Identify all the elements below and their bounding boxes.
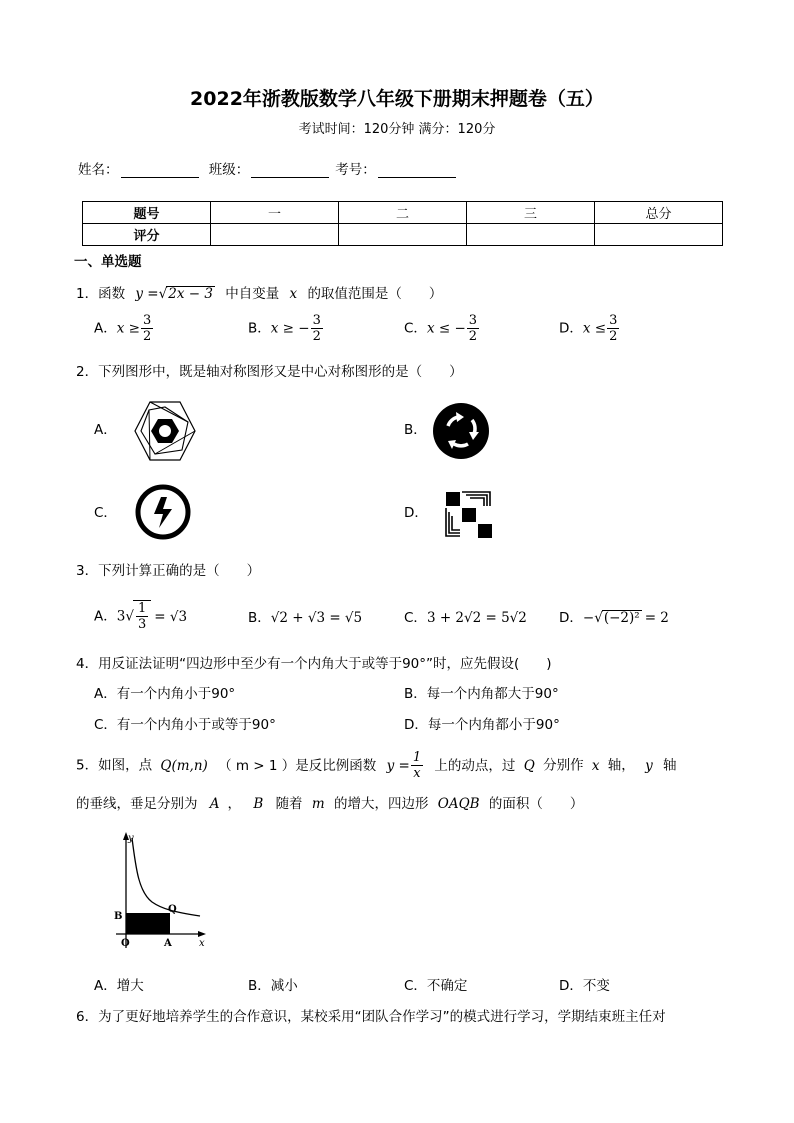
- score-table: [82, 201, 723, 246]
- q1-radicand: 2x − 3: [168, 286, 213, 302]
- option-label: B．: [248, 610, 271, 626]
- score-table-score-row: [83, 224, 723, 246]
- fraction: [141, 313, 153, 344]
- option-label: A．: [94, 320, 117, 337]
- inverse-function-graph: [104, 830, 214, 955]
- q2-option-b-label[interactable]: B．: [404, 422, 427, 438]
- option-label: C．: [404, 320, 427, 337]
- q1-option-c[interactable]: [404, 313, 480, 344]
- denominator: 2: [468, 329, 478, 344]
- q5-text: 的垂线，垂足分别为: [76, 796, 198, 812]
- denominator: 3: [137, 617, 147, 632]
- score-table-header-row: [83, 202, 723, 224]
- option-label: A．: [94, 608, 117, 625]
- q1-mid: 中自变量: [225, 286, 280, 302]
- equation-rhs: = 2: [644, 610, 669, 626]
- q3-option-d[interactable]: [559, 606, 669, 626]
- stacked-squares-figure: [444, 490, 496, 540]
- fraction: [311, 313, 323, 344]
- q2-option-d-label[interactable]: D．: [404, 505, 428, 521]
- denominator: 2: [609, 329, 618, 344]
- q4-option-d[interactable]: D．每一个内角都小于90°: [404, 717, 560, 733]
- q2-option-a-label[interactable]: A．: [94, 422, 117, 438]
- q4-option-a[interactable]: A．有一个内角小于90°: [94, 686, 236, 702]
- fraction: [467, 313, 479, 344]
- option-label: B．: [248, 320, 271, 337]
- class-field[interactable]: [251, 163, 329, 178]
- exam-no-field[interactable]: [378, 163, 456, 178]
- numerator: 3: [312, 313, 321, 328]
- graph-b-label: B: [114, 911, 123, 922]
- score-cell-2[interactable]: [339, 224, 467, 246]
- q1-suffix: 的取值范围是（ ）: [307, 286, 443, 302]
- graph-a-label: A: [164, 938, 172, 949]
- q5-text: 轴: [663, 757, 677, 774]
- q5-text: 随着: [275, 796, 303, 812]
- q5-option-b[interactable]: B．减小: [248, 978, 298, 994]
- option-label: C．: [404, 610, 427, 626]
- q5-var: OAQB: [437, 796, 480, 812]
- radicand: [133, 600, 151, 632]
- question-5-line-2: 的垂线，垂足分别为 A ， B 随着 m 的增大，四边形 OAQB 的面积（ ）: [76, 796, 584, 812]
- question-4-stem: 4．用反证法证明“四边形中至少有一个内角大于或等于90°”时，应先假设( ): [76, 656, 552, 672]
- question-3-stem: 3．下列计算正确的是（ ）: [76, 563, 261, 579]
- score-col-2: 二: [339, 202, 467, 224]
- q1-option-d[interactable]: [559, 313, 620, 344]
- q5-condition: （ m > 1 ）是反比例函数: [218, 757, 377, 774]
- radical: √: [594, 610, 603, 626]
- equation: √2 + √3 = √5: [270, 610, 363, 626]
- q3-option-a[interactable]: [94, 600, 187, 632]
- option-relation: x ≥ −: [270, 320, 310, 337]
- minus-sign: −: [582, 610, 595, 626]
- q5-text: 的增大，四边形: [333, 796, 429, 812]
- score-col-label: 题号: [83, 202, 211, 224]
- section-heading: 一、单选题: [74, 254, 142, 270]
- fraction: [607, 313, 619, 344]
- exam-info: 考试时间：120分钟 满分：120分: [298, 122, 496, 137]
- score-cell-3[interactable]: [467, 224, 595, 246]
- q5-text: 分别作: [543, 757, 584, 774]
- denominator: x: [413, 766, 421, 781]
- q5-var: y: [645, 757, 653, 774]
- q5-point: Q(m,n): [160, 757, 208, 774]
- q1-option-b[interactable]: [248, 313, 324, 344]
- equation-rhs: = √3: [154, 608, 188, 625]
- q5-option-d[interactable]: D．不变: [559, 978, 610, 994]
- name-field[interactable]: [121, 163, 199, 178]
- q1-var: x: [289, 286, 298, 302]
- denominator: 2: [142, 329, 152, 344]
- score-col-3: 三: [467, 202, 595, 224]
- q5-var: m: [311, 796, 325, 812]
- q5-var: B: [253, 796, 264, 812]
- q4-option-b[interactable]: B．每一个内角都大于90°: [404, 686, 559, 702]
- score-col-1: 一: [211, 202, 339, 224]
- option-label: D．: [559, 320, 583, 337]
- radicand: (−2)²: [603, 610, 640, 626]
- q3-option-c[interactable]: [404, 606, 527, 626]
- option-label: D．: [559, 610, 583, 626]
- score-row-label: 评分: [83, 224, 211, 246]
- question-5-line-1: [76, 750, 677, 781]
- question-2-stem: 2．下列图形中，既是轴对称图形又是中心对称图形的是（ ）: [76, 364, 463, 380]
- denominator: 2: [312, 329, 321, 344]
- q5-text: 上的动点，过: [434, 757, 516, 774]
- option-relation: x ≤: [582, 320, 607, 337]
- numerator: 3: [468, 313, 478, 328]
- q4-option-c[interactable]: C．有一个内角小于或等于90°: [94, 717, 276, 733]
- q5-text: 的面积（ ）: [488, 796, 584, 812]
- option-relation: x ≥: [116, 320, 140, 337]
- numerator: 3: [609, 313, 618, 328]
- q1-radical: √2x − 3: [158, 286, 213, 302]
- q5-text: 5．如图，点: [76, 757, 153, 774]
- radical: √: [125, 608, 134, 625]
- q1-func-lhs: y =: [135, 286, 159, 302]
- page-title: 2022年浙教版数学八年级下册期末押题卷（五）: [190, 88, 604, 110]
- graph-y-label: y: [128, 833, 134, 844]
- equation: 3 + 2√2 = 5√2: [426, 610, 527, 626]
- question-6-stem: 6．为了更好地培养学生的合作意识，某校采用“团队合作学习”的模式进行学习，学期结束班主任对: [76, 1009, 666, 1025]
- exam-no-label: 考号：: [335, 162, 376, 178]
- q5-var: Q: [523, 757, 535, 774]
- q5-func-lhs: y =: [386, 757, 410, 774]
- q5-fraction: [411, 750, 423, 781]
- q5-option-a[interactable]: A．增大: [94, 978, 144, 994]
- numerator: 1: [412, 750, 422, 765]
- q1-prefix: 1．函数: [76, 286, 126, 302]
- lightning-circle-figure: [134, 483, 192, 541]
- option-relation: x ≤ −: [426, 320, 466, 337]
- coefficient: 3: [116, 608, 126, 625]
- student-info-line: [78, 158, 462, 178]
- score-cell-1[interactable]: [211, 224, 339, 246]
- recycle-arrows-figure: [432, 402, 490, 460]
- q5-text: 轴，: [607, 757, 635, 774]
- score-cell-total[interactable]: [595, 224, 723, 246]
- q5-var: x: [591, 757, 600, 774]
- numerator: 1: [137, 601, 147, 616]
- question-1-stem: [76, 282, 442, 302]
- graph-q-label: Q: [168, 904, 177, 915]
- numerator: 3: [142, 313, 152, 328]
- q2-option-c-label[interactable]: C．: [94, 505, 117, 521]
- hexagon-nut-figure: [133, 400, 197, 462]
- name-label: 姓名：: [78, 162, 119, 178]
- q5-option-c[interactable]: C．不确定: [404, 978, 468, 994]
- graph-x-label: x: [199, 938, 205, 949]
- q1-option-a[interactable]: [94, 313, 154, 344]
- q5-var: A: [209, 796, 220, 812]
- graph-o-label: O: [121, 938, 130, 949]
- class-label: 班级：: [208, 162, 250, 178]
- q3-option-b[interactable]: [248, 606, 362, 626]
- fraction: [136, 601, 148, 632]
- score-col-total: 总分: [595, 202, 723, 224]
